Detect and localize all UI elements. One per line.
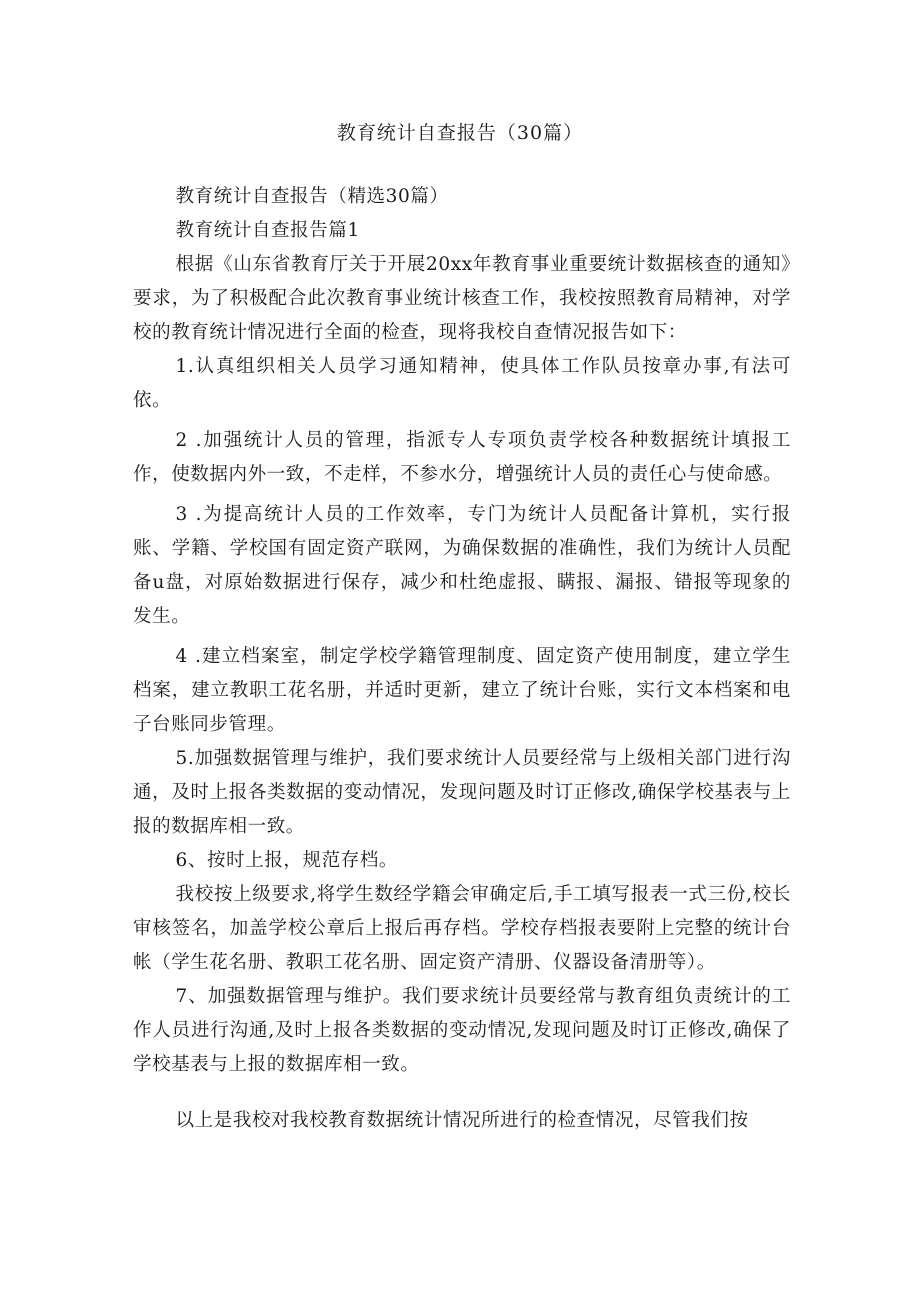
item-2-paragraph: 2 .加强统计人员的管理，指派专人专项负责学校各种数据统计填报工作，使数据内外一致，不走样，不参水分，增强统计人员的责任心与使命感。 (133, 430, 791, 485)
intro-paragraph: 根据《山东省教育厅关于开展20xx年教育事业重要统计数据核查的通知》要求，为了积极配合此次教育事业统计核查工作，我校按照教育局精神，对学校的教育统计情况进行全面的检查，现将我校自查情况报告如下： (133, 254, 791, 343)
item-3-paragraph: 3 .为提高统计人员的工作效率，专门为统计人员配备计算机，实行报账、学籍、学校国有固定资产联网，为确保数据的准确性，我们为统计人员配备u盘，对原始数据进行保存，减少和杜绝虚报、瞒报、漏报、错报等现象的发生。 (133, 504, 791, 627)
item-5-paragraph: 5.加强数据管理与维护，我们要求统计人员要经常与上级相关部门进行沟通，及时上报各类数据的变动情况，发现问题及时订正修改,确保学校基表与上报的数据库相一致。 (133, 748, 791, 837)
document-subtitle: 教育统计自查报告（精选30篇） (175, 186, 449, 207)
item-1-paragraph: 1.认真组织相关人员学习通知精神，使具体工作队员按章办事,有法可依。 (133, 356, 791, 411)
item-4-paragraph: 4 .建立档案室，制定学校学籍管理制度、固定资产使用制度，建立学生档案，建立教职工花名册，并适时更新，建立了统计台账，实行文本档案和电子台账同步管理。 (133, 646, 791, 735)
archive-paragraph: 我校按上级要求,将学生数经学籍会审确定后,手工填写报表一式三份,校长审核签名，加盖学校公章后上报后再存档。学校存档报表要附上完整的统计台帐（学生花名册、教职工花名册、固定资产清册、仪器设备清册等）。 (133, 884, 791, 973)
section-heading: 教育统计自查报告篇1 (175, 220, 360, 241)
document-title: 教育统计自查报告（30篇） (336, 122, 584, 144)
document-body (133, 180, 791, 1138)
conclusion-paragraph: 以上是我校对我校教育数据统计情况所进行的检查情况，尽管我们按 (175, 1110, 749, 1131)
item-6-paragraph: 6、按时上报，规范存档。 (175, 850, 399, 871)
item-7-paragraph: 7、加强数据管理与维护。我们要求统计员要经常与教育组负责统计的工作人员进行沟通,及时上报各类数据的变动情况,发现问题及时订正修改,确保了学校基表与上报的数据库相一致。 (133, 986, 791, 1075)
